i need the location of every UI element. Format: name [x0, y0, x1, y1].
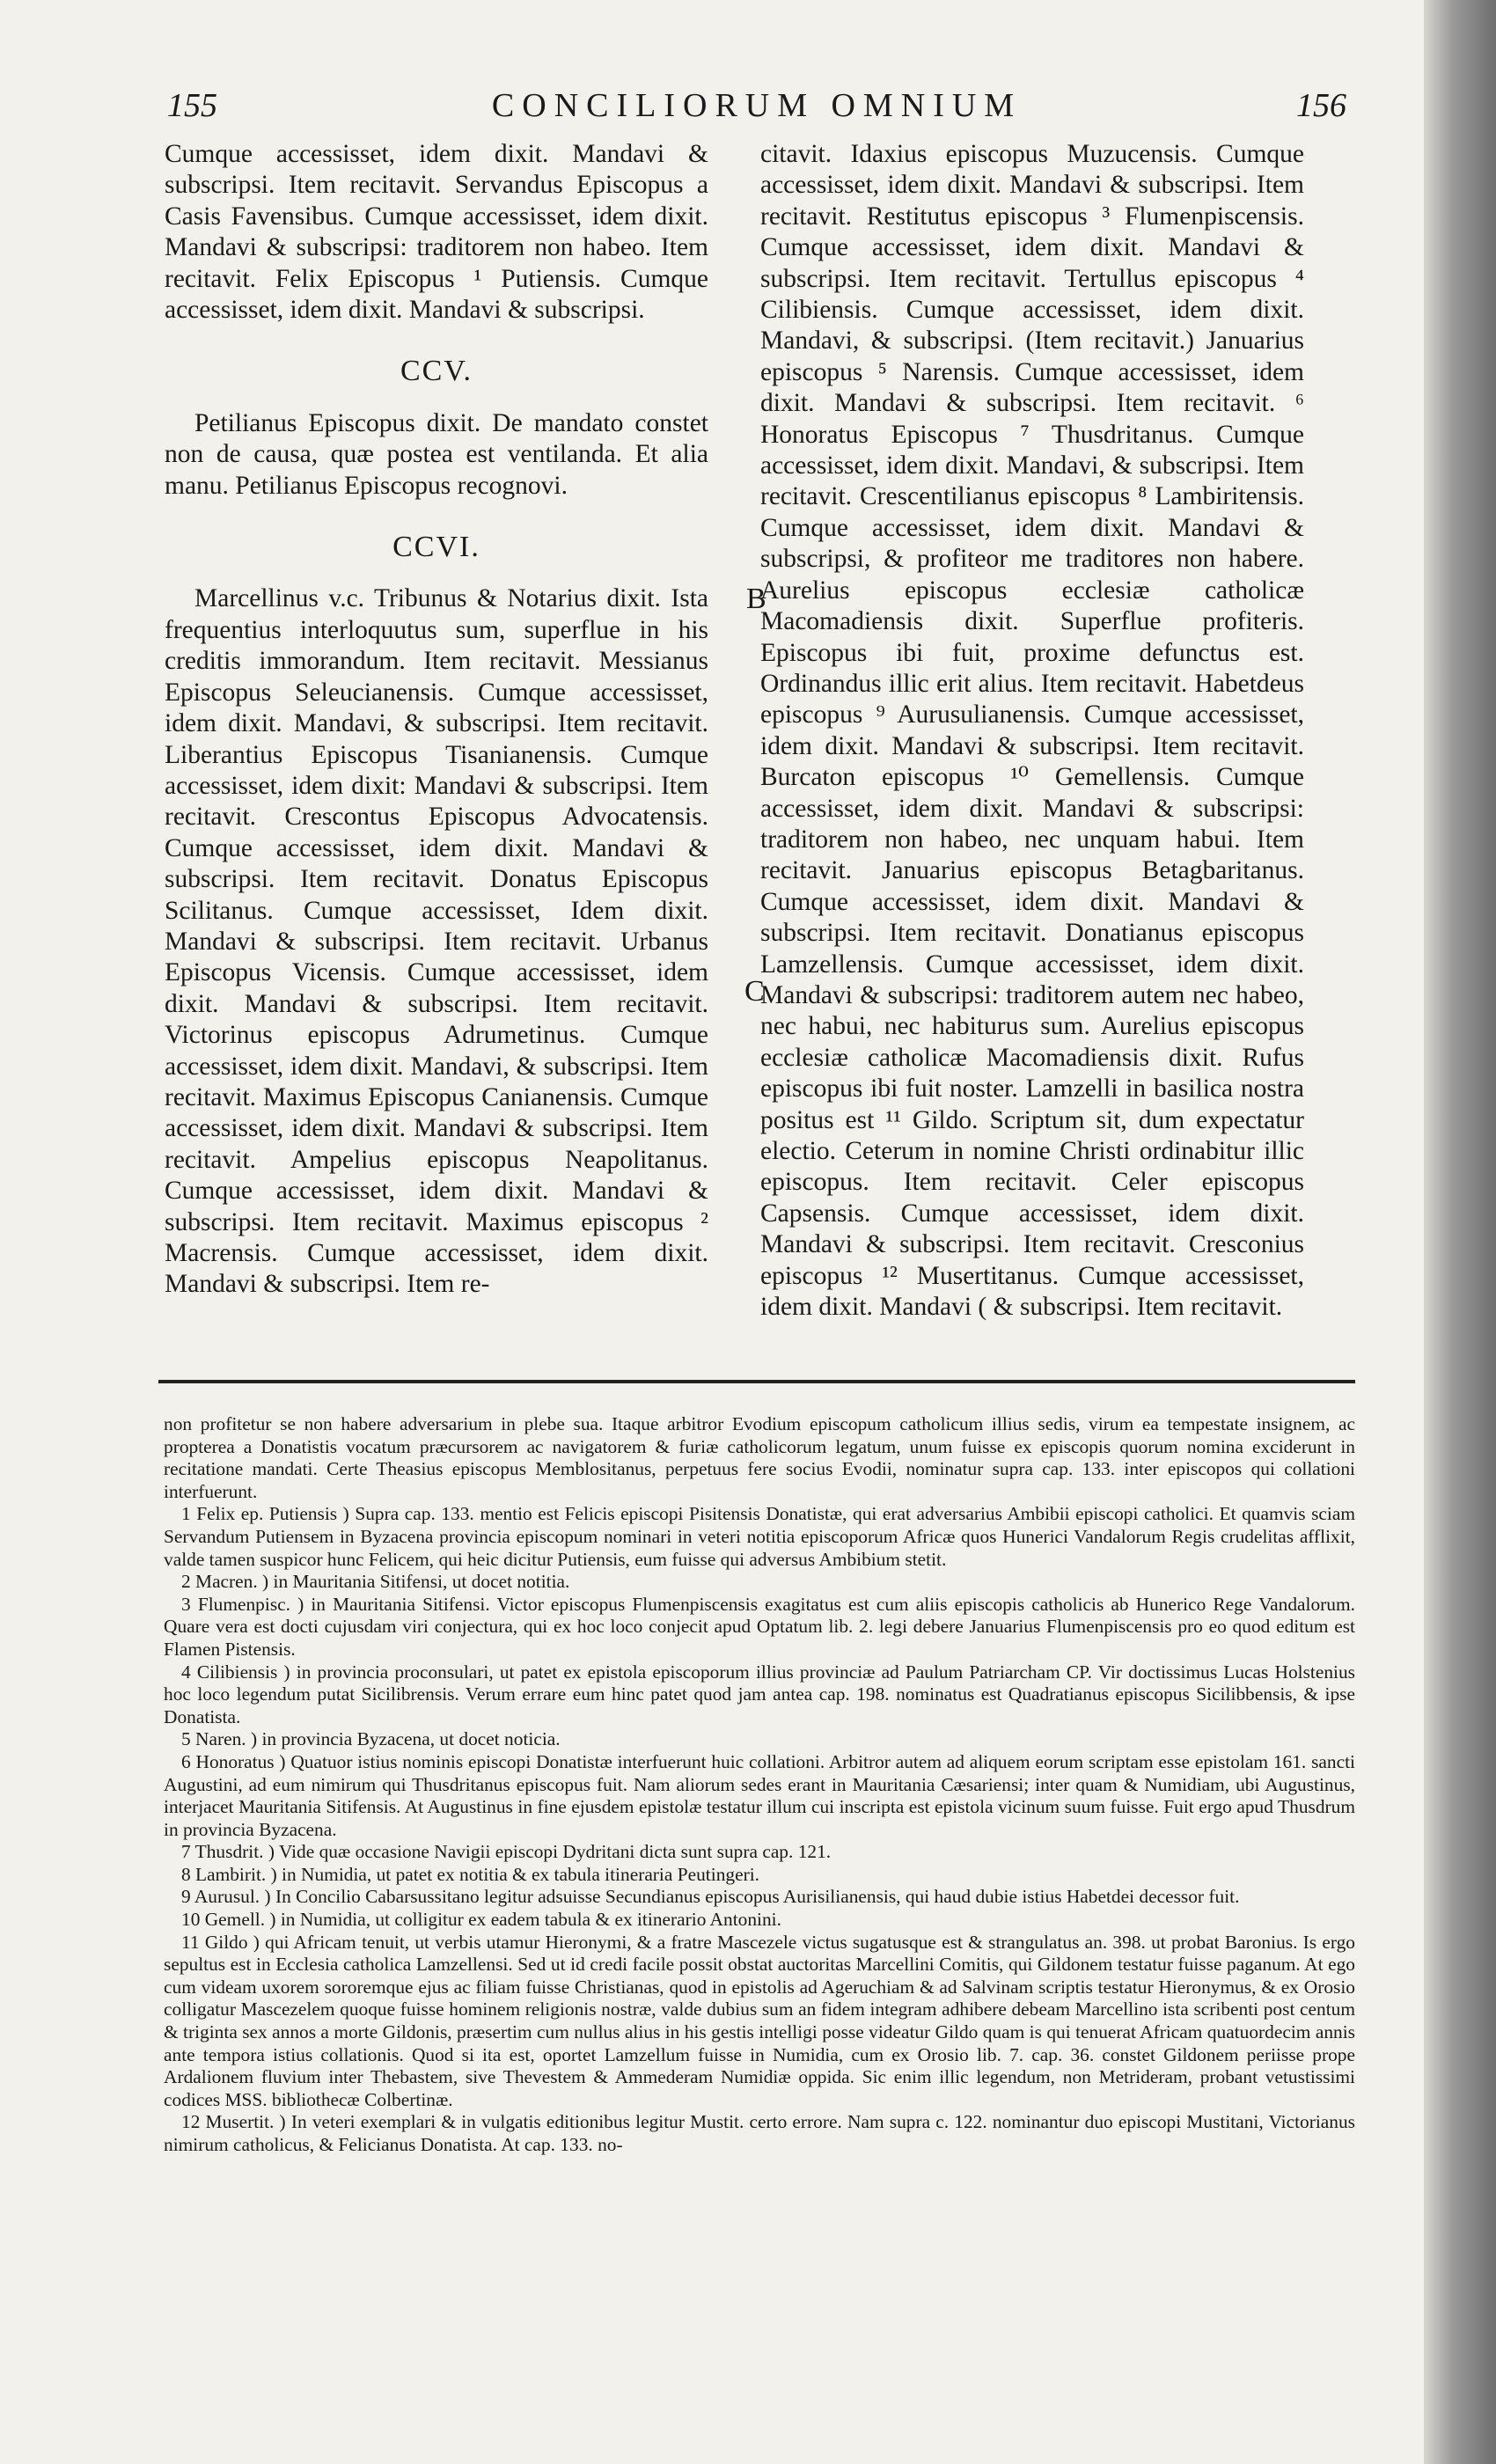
running-header — [167, 86, 1346, 139]
left-paragraph-3: Marcellinus v.c. Tribunus & Notarius dixit. Ista frequentius interloquutus sum, superflue in his creditis immorandum. Item recitavit. Messianus Episcopus Seleucianensis. Cumque accessisset, idem dixit. Mandavi, & subscripsi. Item recitavit. Liberantius Episcopus Tisanianensis. Cumque accessisset, idem dixit: Mandavi & subscripsi. Item recitavit. Crescontus Episcopus Advocatensis. Cumque accessisset, idem dixit. Mandavi & subscripsi. Item recitavit. Donatus Episcopus Scilitanus. Cumque accessisset, Idem dixit. Mandavi & subscripsi. Item recitavit. Urbanus Episcopus Vicensis. Cumque accessisset, idem dixit. Mandavi & subscripsi. Item recitavit. Victorinus episcopus Adrumetinus. Cumque accessisset, idem dixit. Mandavi, & subscripsi. Item recitavit. Maximus Episcopus Canianensis. Cumque accessisset, idem dixit. Mandavi & subscripsi. Item recitavit. Ampelius episcopus Neapolitanus. Cumque accessisset, idem dixit. Mandavi & subscripsi. Item recitavit. Maximus episcopus ² Macrensis. Cumque accessisset, idem dixit. Mandavi & subscripsi. Item re- — [165, 584, 708, 1299]
footnote-rule — [158, 1380, 1355, 1383]
footnote-6: 6 Honoratus ) Quatuor istius nominis episcopi Donatistæ interfuerunt huic collationi. Arbitror autem ad aliquem eorum scriptam esse epistolam 161. sancti Augustini, ad eum nimirum qui Thusdritanus episcopus fuit. Nam aliorum sedes erant in Mauritania Cæsariensi; inter quam & Numidiam, ubi Augustinus, interjacet Mauritania Sitifensis. At Augustinus in fine ejusdem epistolæ testatur illum cui inscripta est epistola vicinum suum fuisse. Fuit ergo apud Thusdrum in provincia Byzacena. — [164, 1750, 1355, 1840]
footnote-10: 10 Gemell. ) in Numidia, ut colligitur ex eadem tabula & ex itinerario Antonini. — [181, 1909, 781, 1931]
footnote-2: 2 Macren. ) in Mauritania Sitifensi, ut docet notitia. — [181, 1571, 570, 1593]
left-column — [165, 139, 708, 1301]
right-paragraph-1: citavit. Idaxius episcopus Muzucensis. Cumque accessisset, idem dixit. Mandavi & subscripsi. Item recitavit. Restitutus episcopus ³ Flumenpiscensis. Cumque accessisset, idem dixit. Mandavi & subscripsi. Item recitavit. Tertullus episcopus ⁴ Cilibiensis. Cumque accessisset, idem dixit. Mandavi, & subscripsi. (Item recitavit.) Januarius episcopus ⁵ Narensis. Cumque accessisset, idem dixit. Mandavi & subscripsi. Item recitavit. ⁶ Honoratus Episcopus ⁷ Thusdritanus. Cumque accessisset, idem dixit. Mandavi, & subscripsi. Item recitavit. Crescentilianus episcopus ⁸ Lambiritensis. Cumque accessisset, idem dixit. Mandavi & subscripsi, & profiteor me traditores non habere. Aurelius episcopus ecclesiæ catholicæ Macomadiensis dixit. Superflue profiteris. Episcopus ibi fuit, proxime defunctus est. Ordinandus illic erit alius. Item recitavit. Habetdeus episcopus ⁹ Aurusulianensis. Cumque accessisset, idem dixit. Mandavi & subscripsi. Item recitavit. Burcaton episcopus ¹⁰ Gemellensis. Cumque accessisset, idem dixit. Mandavi & subscripsi: traditorem non habeo, nec unquam habui. Item recitavit. Januarius episcopus Betagbaritanus. Cumque accessisset, idem dixit. Mandavi & subscripsi. Item recitavit. Donatianus episcopus Lamzellensis. Cumque accessisset, idem dixit. Mandavi & subscripsi: traditorem autem nec habeo, nec habui, nec habiturus sum. Aurelius episcopus ecclesiæ catholicæ Macomadiensis dixit. Rufus episcopus ibi fuit noster. Lamzelli in basilica nostra positus est ¹¹ Gildo. Scriptum sit, dum expectatur electio. Ceterum in nomine Christi ordinabitur illic episcopus. Item recitavit. Celer episcopus Capsensis. Cumque accessisset, idem dixit. Mandavi & subscripsi. Item recitavit. Cresconius episcopus ¹² Musertitanus. Cumque accessisset, idem dixit. Mandavi ( & subscripsi. Item recitavit. — [760, 140, 1304, 1322]
footnotes — [164, 1413, 1355, 2157]
footnote-1: 1 Felix ep. Putiensis ) Supra cap. 133. mentio est Felicis episcopi Pisitensis Donatistæ, qui erat adversarius Ambibii episcopi catholici. Et quamvis sciam Servandum Putiensem in Byzacena provincia episcopum nominari in veteri notitia episcoporum Africæ quos Hunerici Vandalorum Regis crudelitas afflixit, valde tamen suspicor hunc Felicem, qui heic dicitur Putiensis, eum fuisse qui adversus Ambibium stetit. — [164, 1503, 1355, 1570]
margin-letter-b: B — [746, 583, 766, 615]
section-heading-ccvi: CCVI. — [392, 531, 480, 564]
footnote-12: 12 Musertit. ) In veteri exemplari & in vulgatis editionibus legitur Mustit. certo errore. Nam supra c. 122. nominantur duo episcopi Mustitani, Victorianus nimirum catholicus, & Felicianus Donatista. At cap. 133. no- — [164, 2111, 1355, 2155]
footnote-8: 8 Lambirit. ) in Numidia, ut patet ex notitia & ex tabula itineraria Peutingeri. — [181, 1863, 759, 1885]
right-column — [760, 139, 1304, 1323]
footnote-9: 9 Aurusul. ) In Concilio Cabarsussitano legitur adsuisse Secundianus episcopus Aurisilianensis, qui haud dubie istius Habetdei decessor fuit. — [181, 1886, 1240, 1908]
running-title: CONCILIORUM OMNIUM — [491, 87, 1023, 124]
page-number-right: 156 — [1296, 87, 1346, 124]
footnote-11: 11 Gildo ) qui Africam tenuit, ut verbis utamur Hieronymi, & a fratre Mascezele victus sugatusque est & strangulatus an. 398. ut probat Baronius. Is ergo sepultus est in Ecclesia catholica Lamzellensi. Sed ut id credi facile possit obstat auctoritas Marcellini Comitis, qui Gildonem testatur fuisse paganum. At ego cum videam uxorem sororemque ejus ac filiam fuisse Christianas, quod in epistolis ad Ageruchiam & ad Salvinam scriptis testatur Hieronymus, & ex Orosio colligatur Mascezelem quoque fuisse hominem religionis nostræ, valde dubius sum an fidem integram adhibere debeam Marcellino ista scribenti post centum & triginta sex annos a morte Gildonis, præsertim cum nullus alius in his gestis intelligi posse videatur Gildo quam is qui tenuerat Africam quatuordecim annis ante tempora istius collationis. Quod si ita est, oportet Lamzellum fuisse in Numidia, cum ex Orosio lib. 7. cap. 36. constet Gildonem periisse prope Ardalionem fluvium inter Thebastem, sive Thevestem & Ammederam Numidiæ oppida. Sic enim illic legendum, non Metrideram, probant vetustissimi codices MSS. bibliothecæ Colbertinæ. — [164, 1931, 1355, 2110]
section-heading-ccv: CCV. — [400, 355, 473, 388]
footnote-5: 5 Naren. ) in provincia Byzacena, ut docet noticia. — [181, 1728, 561, 1750]
left-paragraph-2: Petilianus Episcopus dixit. De mandato constet non de causa, quæ postea est ventilanda. Et alia manu. Petilianus Episcopus recognovi. — [165, 408, 708, 500]
page-edge-shadow — [1424, 0, 1496, 2464]
footnote-7: 7 Thusdrit. ) Vide quæ occasione Navigii episcopi Dydritani dicta sunt supra cap. 121. — [181, 1841, 832, 1863]
footnote-4: 4 Cilibiensis ) in provincia proconsulari, ut patet ex epistola episcoporum illius provinciæ ad Paulum Patriarcham CP. Vir doctissimus Lucas Holstenius hoc loco legendum putat Sicilibrensis. Verum errare eum hinc patet quod jam antea cap. 198. nominatus est Quadratianus episcopus Sicilibbensis, & ipse Donatista. — [164, 1661, 1355, 1727]
page-number-left: 155 — [167, 87, 217, 124]
margin-letter-c: C — [744, 975, 765, 1008]
footnote-3: 3 Flumenpisc. ) in Mauritania Sitifensi. Victor episcopus Flumenpiscensis exagitatus est cum aliis episcopis catholicis ab Hunerico Rege Vandalorum. Quare vera est docti cujusdam viri conjectura, qui ex hoc loco conjecit apud Optatum lib. 2. legi debere Januarius Flumenpiscensis pro eo quod editum est Flamen Pistensis. — [164, 1593, 1355, 1660]
footnote-continuation: non profitetur se non habere adversarium in plebe sua. Itaque arbitror Evodium episcopum catholicum illius sedis, virum ea tempestate insignem, ac propterea a Donatistis vocatum præcursorem ac navigatorem & furiæ catholicorum legatum, unum fuisse ex episcopis quorum nomina exciderunt in recitatione mandati. Certe Theasius episcopus Memblositanus, perpetuus fere socius Evodii, nominatur supra cap. 133. inter episcopos qui collationi interfuerunt. — [164, 1413, 1355, 1502]
left-paragraph-1: Cumque accessisset, idem dixit. Mandavi & subscripsi. Item recitavit. Servandus Episcopus a Casis Favensibus. Cumque accessisset, idem dixit. Mandavi & subscripsi: traditorem non habeo. Item recitavit. Felix Episcopus ¹ Putiensis. Cumque accessisset, idem dixit. Mandavi & subscripsi. — [165, 140, 708, 325]
